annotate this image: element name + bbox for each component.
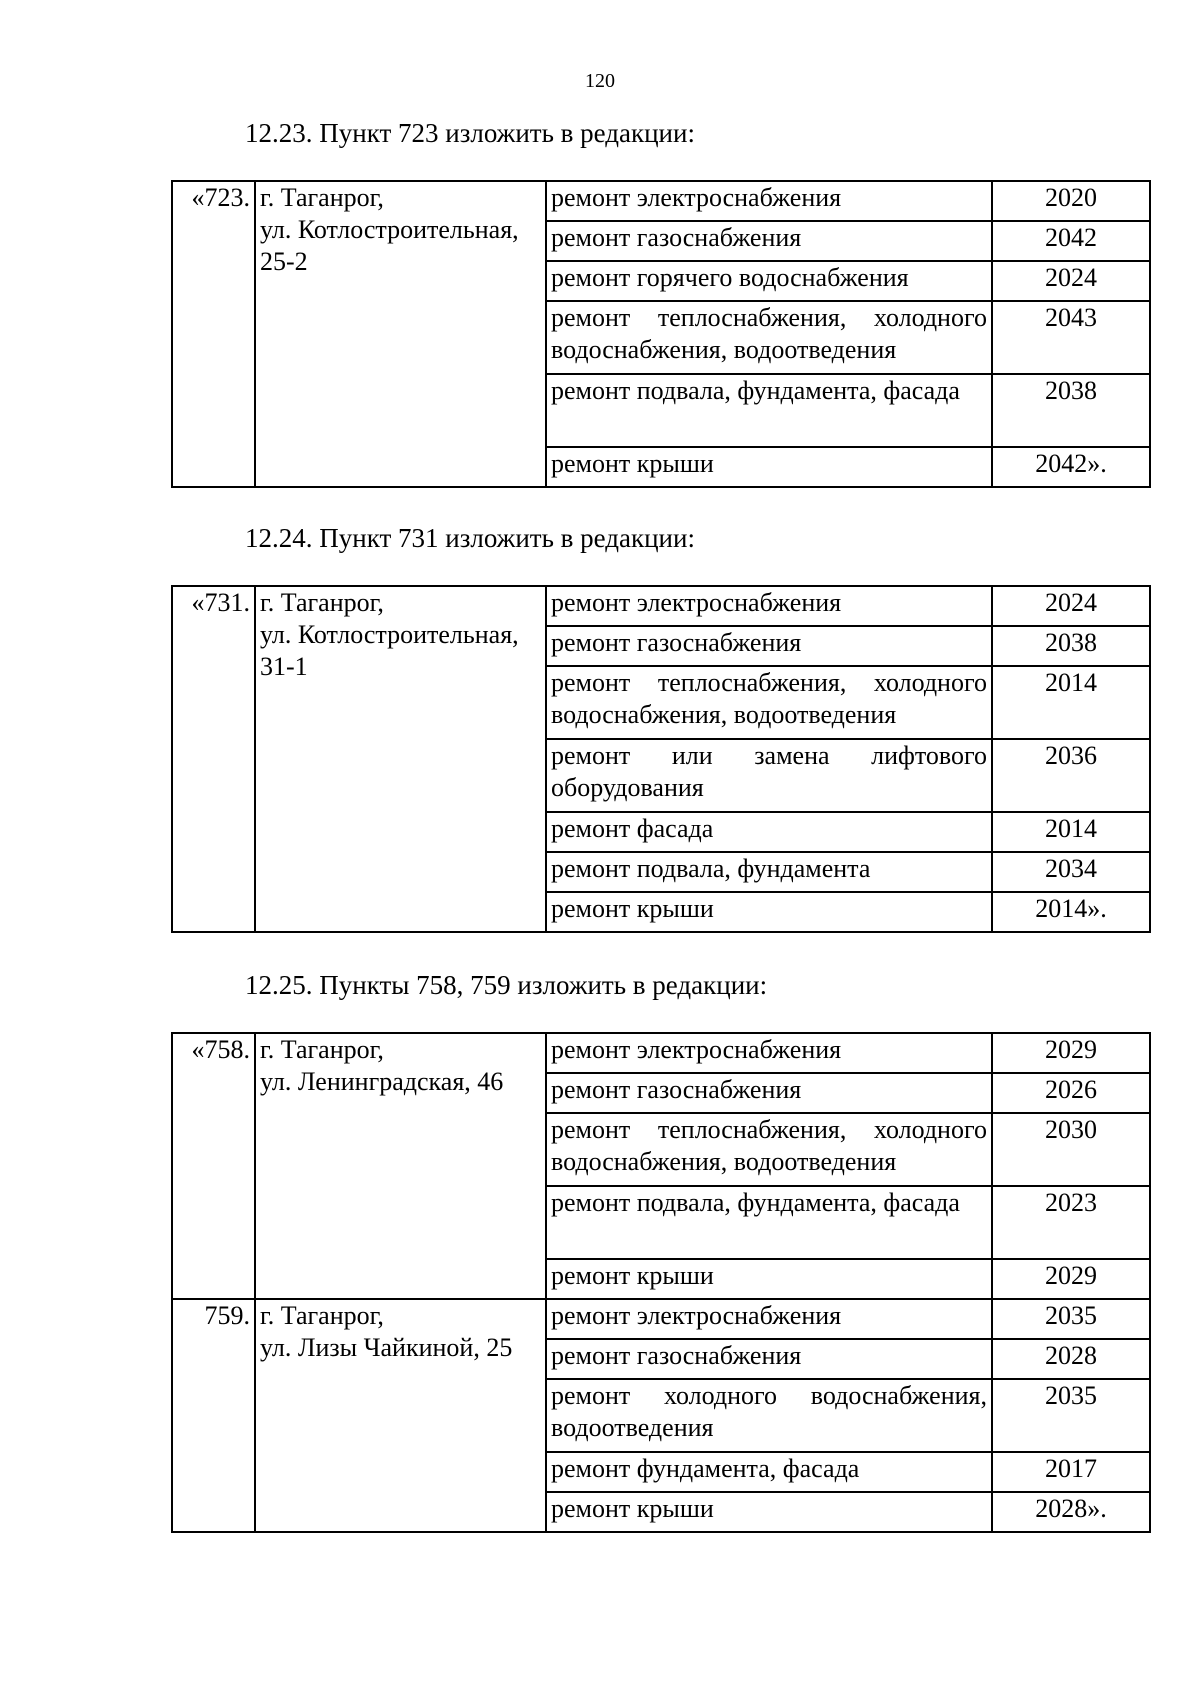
- work-year: 2024: [992, 261, 1150, 301]
- table-row: [172, 1033, 1150, 1073]
- item-number: «731.: [172, 586, 255, 932]
- work-type: ремонт теплоснабжения, холодного водоснабжения, водоотведения: [546, 666, 992, 739]
- item-address: [255, 586, 546, 932]
- table-row: [172, 1299, 1150, 1339]
- work-year: 2024: [992, 586, 1150, 626]
- work-year: 2034: [992, 852, 1150, 892]
- work-year: 2028».: [992, 1492, 1150, 1532]
- address-line: ул. Котлостроительная,: [260, 215, 519, 244]
- work-year: 2014: [992, 812, 1150, 852]
- section-heading: 12.25. Пункты 758, 759 изложить в редакции:: [245, 970, 768, 1000]
- page-number: 120: [585, 70, 615, 92]
- work-year: 2043: [992, 301, 1150, 374]
- work-type: ремонт газоснабжения: [546, 1073, 992, 1113]
- work-type: ремонт крыши: [546, 1259, 992, 1299]
- work-type: ремонт электроснабжения: [546, 1033, 992, 1073]
- work-type: ремонт подвала, фундамента, фасада: [546, 374, 992, 447]
- item-address: [255, 1299, 546, 1532]
- work-year: 2036: [992, 739, 1150, 812]
- item-number: «723.: [172, 181, 255, 487]
- work-table: [171, 1032, 1151, 1533]
- work-year: 2026: [992, 1073, 1150, 1113]
- work-type: ремонт подвала, фундамента, фасада: [546, 1186, 992, 1259]
- work-type: ремонт фасада: [546, 812, 992, 852]
- work-table: [171, 180, 1151, 488]
- work-type: ремонт теплоснабжения, холодного водоснабжения, водоотведения: [546, 301, 992, 374]
- address-line: ул. Котлостроительная,: [260, 620, 519, 649]
- work-table: [171, 585, 1151, 933]
- section-heading: 12.24. Пункт 731 изложить в редакции:: [245, 523, 695, 553]
- address-line: г. Таганрог,: [260, 1301, 384, 1330]
- item-number: «758.: [172, 1033, 255, 1299]
- table-row: [172, 181, 1150, 221]
- work-year: 2014».: [992, 892, 1150, 932]
- work-type: ремонт электроснабжения: [546, 586, 992, 626]
- work-year: 2020: [992, 181, 1150, 221]
- address-line: г. Таганрог,: [260, 183, 384, 212]
- work-type: ремонт крыши: [546, 892, 992, 932]
- work-type: ремонт газоснабжения: [546, 626, 992, 666]
- work-year: 2023: [992, 1186, 1150, 1259]
- work-year: 2038: [992, 626, 1150, 666]
- work-type: ремонт фундамента, фасада: [546, 1452, 992, 1492]
- address-line: 25-2: [260, 247, 308, 276]
- work-type: ремонт электроснабжения: [546, 181, 992, 221]
- item-number: 759.: [172, 1299, 255, 1532]
- address-line: ул. Ленинградская, 46: [260, 1067, 504, 1096]
- work-type: ремонт крыши: [546, 447, 992, 487]
- work-year: 2014: [992, 666, 1150, 739]
- section-heading: 12.23. Пункт 723 изложить в редакции:: [245, 118, 695, 148]
- address-line: г. Таганрог,: [260, 588, 384, 617]
- work-year: 2030: [992, 1113, 1150, 1186]
- work-year: 2035: [992, 1379, 1150, 1452]
- work-type: ремонт или замена лифтового оборудования: [546, 739, 992, 812]
- work-type: ремонт крыши: [546, 1492, 992, 1532]
- work-type: ремонт теплоснабжения, холодного водоснабжения, водоотведения: [546, 1113, 992, 1186]
- address-line: 31-1: [260, 652, 308, 681]
- work-year: 2017: [992, 1452, 1150, 1492]
- work-year: 2028: [992, 1339, 1150, 1379]
- work-year: 2042: [992, 221, 1150, 261]
- work-year: 2042».: [992, 447, 1150, 487]
- item-address: [255, 181, 546, 487]
- work-type: ремонт горячего водоснабжения: [546, 261, 992, 301]
- item-address: [255, 1033, 546, 1299]
- work-year: 2029: [992, 1033, 1150, 1073]
- work-type: ремонт газоснабжения: [546, 221, 992, 261]
- address-line: ул. Лизы Чайкиной, 25: [260, 1333, 513, 1362]
- work-type: ремонт холодного водоснабжения, водоотведения: [546, 1379, 992, 1452]
- work-type: ремонт электроснабжения: [546, 1299, 992, 1339]
- address-line: г. Таганрог,: [260, 1035, 384, 1064]
- work-type: ремонт подвала, фундамента: [546, 852, 992, 892]
- table-row: [172, 586, 1150, 626]
- work-type: ремонт газоснабжения: [546, 1339, 992, 1379]
- work-year: 2038: [992, 374, 1150, 447]
- work-year: 2035: [992, 1299, 1150, 1339]
- work-year: 2029: [992, 1259, 1150, 1299]
